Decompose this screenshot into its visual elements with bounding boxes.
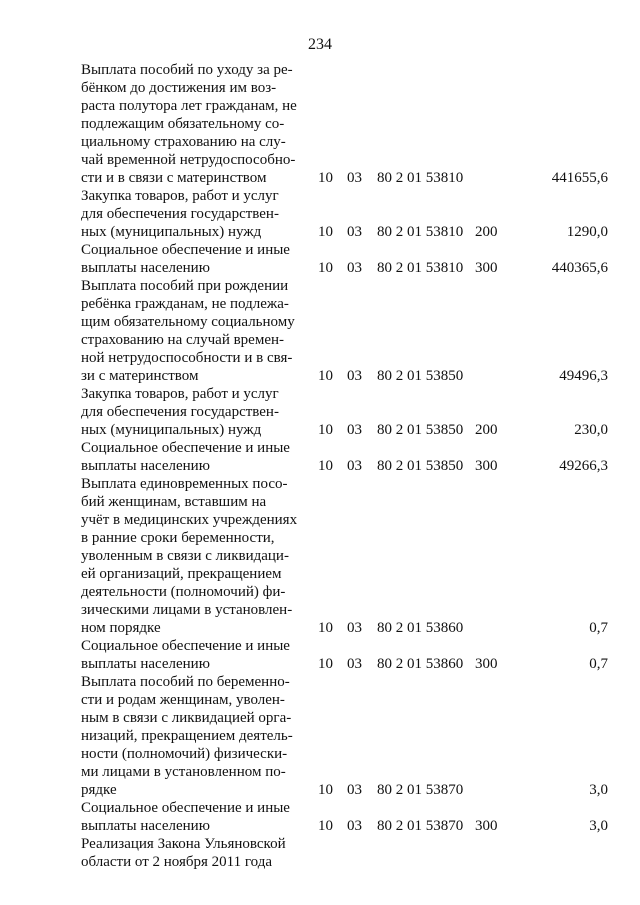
expense-type-cell: 300 xyxy=(475,818,498,834)
subsection-cell: 03 xyxy=(347,170,362,186)
subsection-cell: 03 xyxy=(347,620,362,636)
description-line: Реализация Закона Ульяновской xyxy=(81,836,286,852)
code-cell: 80 2 01 53850 xyxy=(377,458,464,474)
code-cell: 80 2 01 53850 xyxy=(377,368,464,384)
description-line: ным в связи с ликвидацией орга- xyxy=(81,710,292,726)
code-cell: 80 2 01 53860 xyxy=(377,656,464,672)
description-line: в ранние сроки беременности, xyxy=(81,530,275,546)
description-line: щим обязательному социальному xyxy=(81,314,295,330)
expense-type-cell: 300 xyxy=(475,458,498,474)
row-description xyxy=(81,385,304,439)
amount-cell: 1290,0 xyxy=(566,224,608,240)
description-line: Социальное обеспечение и иные xyxy=(81,242,290,258)
amount-cell: 49266,3 xyxy=(559,458,608,474)
description-line: Выплата единовременных посо- xyxy=(81,476,288,492)
expense-type-cell: 300 xyxy=(475,260,498,276)
section-cell: 10 xyxy=(318,224,333,240)
description-line: Социальное обеспечение и иные xyxy=(81,800,290,816)
row-description xyxy=(81,475,304,637)
table-row xyxy=(0,439,640,475)
section-cell: 10 xyxy=(318,170,333,186)
budget-table xyxy=(0,61,640,871)
code-cell: 80 2 01 53870 xyxy=(377,782,464,798)
description-line: бёнком до достижения им воз- xyxy=(81,80,277,96)
row-description xyxy=(81,439,304,475)
description-line: для обеспечения государствен- xyxy=(81,206,279,222)
description-line: страхованию на случай времен- xyxy=(81,332,285,348)
description-line: деятельности (полномочий) фи- xyxy=(81,584,286,600)
description-line: ребёнка гражданам, не подлежа- xyxy=(81,296,289,312)
description-line: сти и родам женщинам, уволен- xyxy=(81,692,285,708)
table-row xyxy=(0,241,640,277)
page-number: 234 xyxy=(308,36,332,53)
description-line: сти и в связи с материнством xyxy=(81,170,267,186)
description-line: Выплата пособий по уходу за ре- xyxy=(81,62,293,78)
subsection-cell: 03 xyxy=(347,656,362,672)
code-cell: 80 2 01 53850 xyxy=(377,422,464,438)
expense-type-cell: 200 xyxy=(475,422,498,438)
subsection-cell: 03 xyxy=(347,422,362,438)
section-cell: 10 xyxy=(318,818,333,834)
description-line: раста полутора лет гражданам, не xyxy=(81,98,297,114)
code-cell: 80 2 01 53810 xyxy=(377,260,464,276)
description-line: уволенным в связи с ликвидаци- xyxy=(81,548,289,564)
description-line: ми лицами в установленном по- xyxy=(81,764,286,780)
description-line: ей организаций, прекращением xyxy=(81,566,282,582)
row-description xyxy=(81,241,304,277)
description-line: Социальное обеспечение и иные xyxy=(81,440,290,456)
description-line: ных (муниципальных) нужд xyxy=(81,422,262,438)
table-row xyxy=(0,385,640,439)
table-row xyxy=(0,475,640,637)
amount-cell: 230,0 xyxy=(574,422,608,438)
description-line: Закупка товаров, работ и услуг xyxy=(81,386,279,402)
description-line: ной нетрудоспособности и в свя- xyxy=(81,350,293,366)
description-line: учёт в медицинских учреждениях xyxy=(81,512,298,528)
row-description xyxy=(81,673,304,799)
code-cell: 80 2 01 53810 xyxy=(377,170,464,186)
description-line: Социальное обеспечение и иные xyxy=(81,638,290,654)
section-cell: 10 xyxy=(318,782,333,798)
subsection-cell: 03 xyxy=(347,224,362,240)
section-cell: 10 xyxy=(318,620,333,636)
amount-cell: 49496,3 xyxy=(559,368,608,384)
description-line: Выплата пособий по беременно- xyxy=(81,674,290,690)
description-line: выплаты населению xyxy=(81,458,210,474)
row-description xyxy=(81,61,304,187)
table-row xyxy=(0,187,640,241)
code-cell: 80 2 01 53870 xyxy=(377,818,464,834)
description-line: подлежащим обязательному со- xyxy=(81,116,285,132)
row-description xyxy=(81,187,304,241)
description-line: выплаты населению xyxy=(81,818,210,834)
expense-type-cell: 200 xyxy=(475,224,498,240)
description-line: ности (полномочий) физически- xyxy=(81,746,288,762)
table-row xyxy=(0,799,640,835)
description-line: ных (муниципальных) нужд xyxy=(81,224,262,240)
code-cell: 80 2 01 53860 xyxy=(377,620,464,636)
description-line: бий женщинам, вставшим на xyxy=(81,494,267,510)
description-line: низаций, прекращением деятель- xyxy=(81,728,293,744)
amount-cell: 3,0 xyxy=(589,782,608,798)
row-description xyxy=(81,799,304,835)
description-line: выплаты населению xyxy=(81,656,210,672)
section-cell: 10 xyxy=(318,422,333,438)
amount-cell: 0,7 xyxy=(589,620,608,636)
description-line: для обеспечения государствен- xyxy=(81,404,279,420)
subsection-cell: 03 xyxy=(347,458,362,474)
subsection-cell: 03 xyxy=(347,368,362,384)
table-row xyxy=(0,637,640,673)
description-line: области от 2 ноября 2011 года xyxy=(81,854,273,870)
table-row xyxy=(0,277,640,385)
section-cell: 10 xyxy=(318,260,333,276)
subsection-cell: 03 xyxy=(347,260,362,276)
description-line: циальному страхованию на слу- xyxy=(81,134,286,150)
section-cell: 10 xyxy=(318,458,333,474)
description-line: зи с материнством xyxy=(81,368,199,384)
section-cell: 10 xyxy=(318,368,333,384)
description-line: Выплата пособий при рождении xyxy=(81,278,289,294)
amount-cell: 441655,6 xyxy=(551,170,608,186)
table-row xyxy=(0,673,640,799)
amount-cell: 440365,6 xyxy=(551,260,608,276)
code-cell: 80 2 01 53810 xyxy=(377,224,464,240)
subsection-cell: 03 xyxy=(347,818,362,834)
row-description xyxy=(81,277,304,385)
description-line: выплаты населению xyxy=(81,260,210,276)
amount-cell: 3,0 xyxy=(589,818,608,834)
description-line: зическими лицами в установлен- xyxy=(81,602,293,618)
row-description xyxy=(81,835,304,871)
description-line: рядке xyxy=(81,782,117,798)
table-row xyxy=(0,835,640,871)
subsection-cell: 03 xyxy=(347,782,362,798)
description-line: ном порядке xyxy=(81,620,161,636)
expense-type-cell: 300 xyxy=(475,656,498,672)
table-row xyxy=(0,61,640,187)
section-cell: 10 xyxy=(318,656,333,672)
description-line: чай временной нетрудоспособно- xyxy=(81,152,296,168)
description-line: Закупка товаров, работ и услуг xyxy=(81,188,279,204)
amount-cell: 0,7 xyxy=(589,656,608,672)
row-description xyxy=(81,637,304,673)
